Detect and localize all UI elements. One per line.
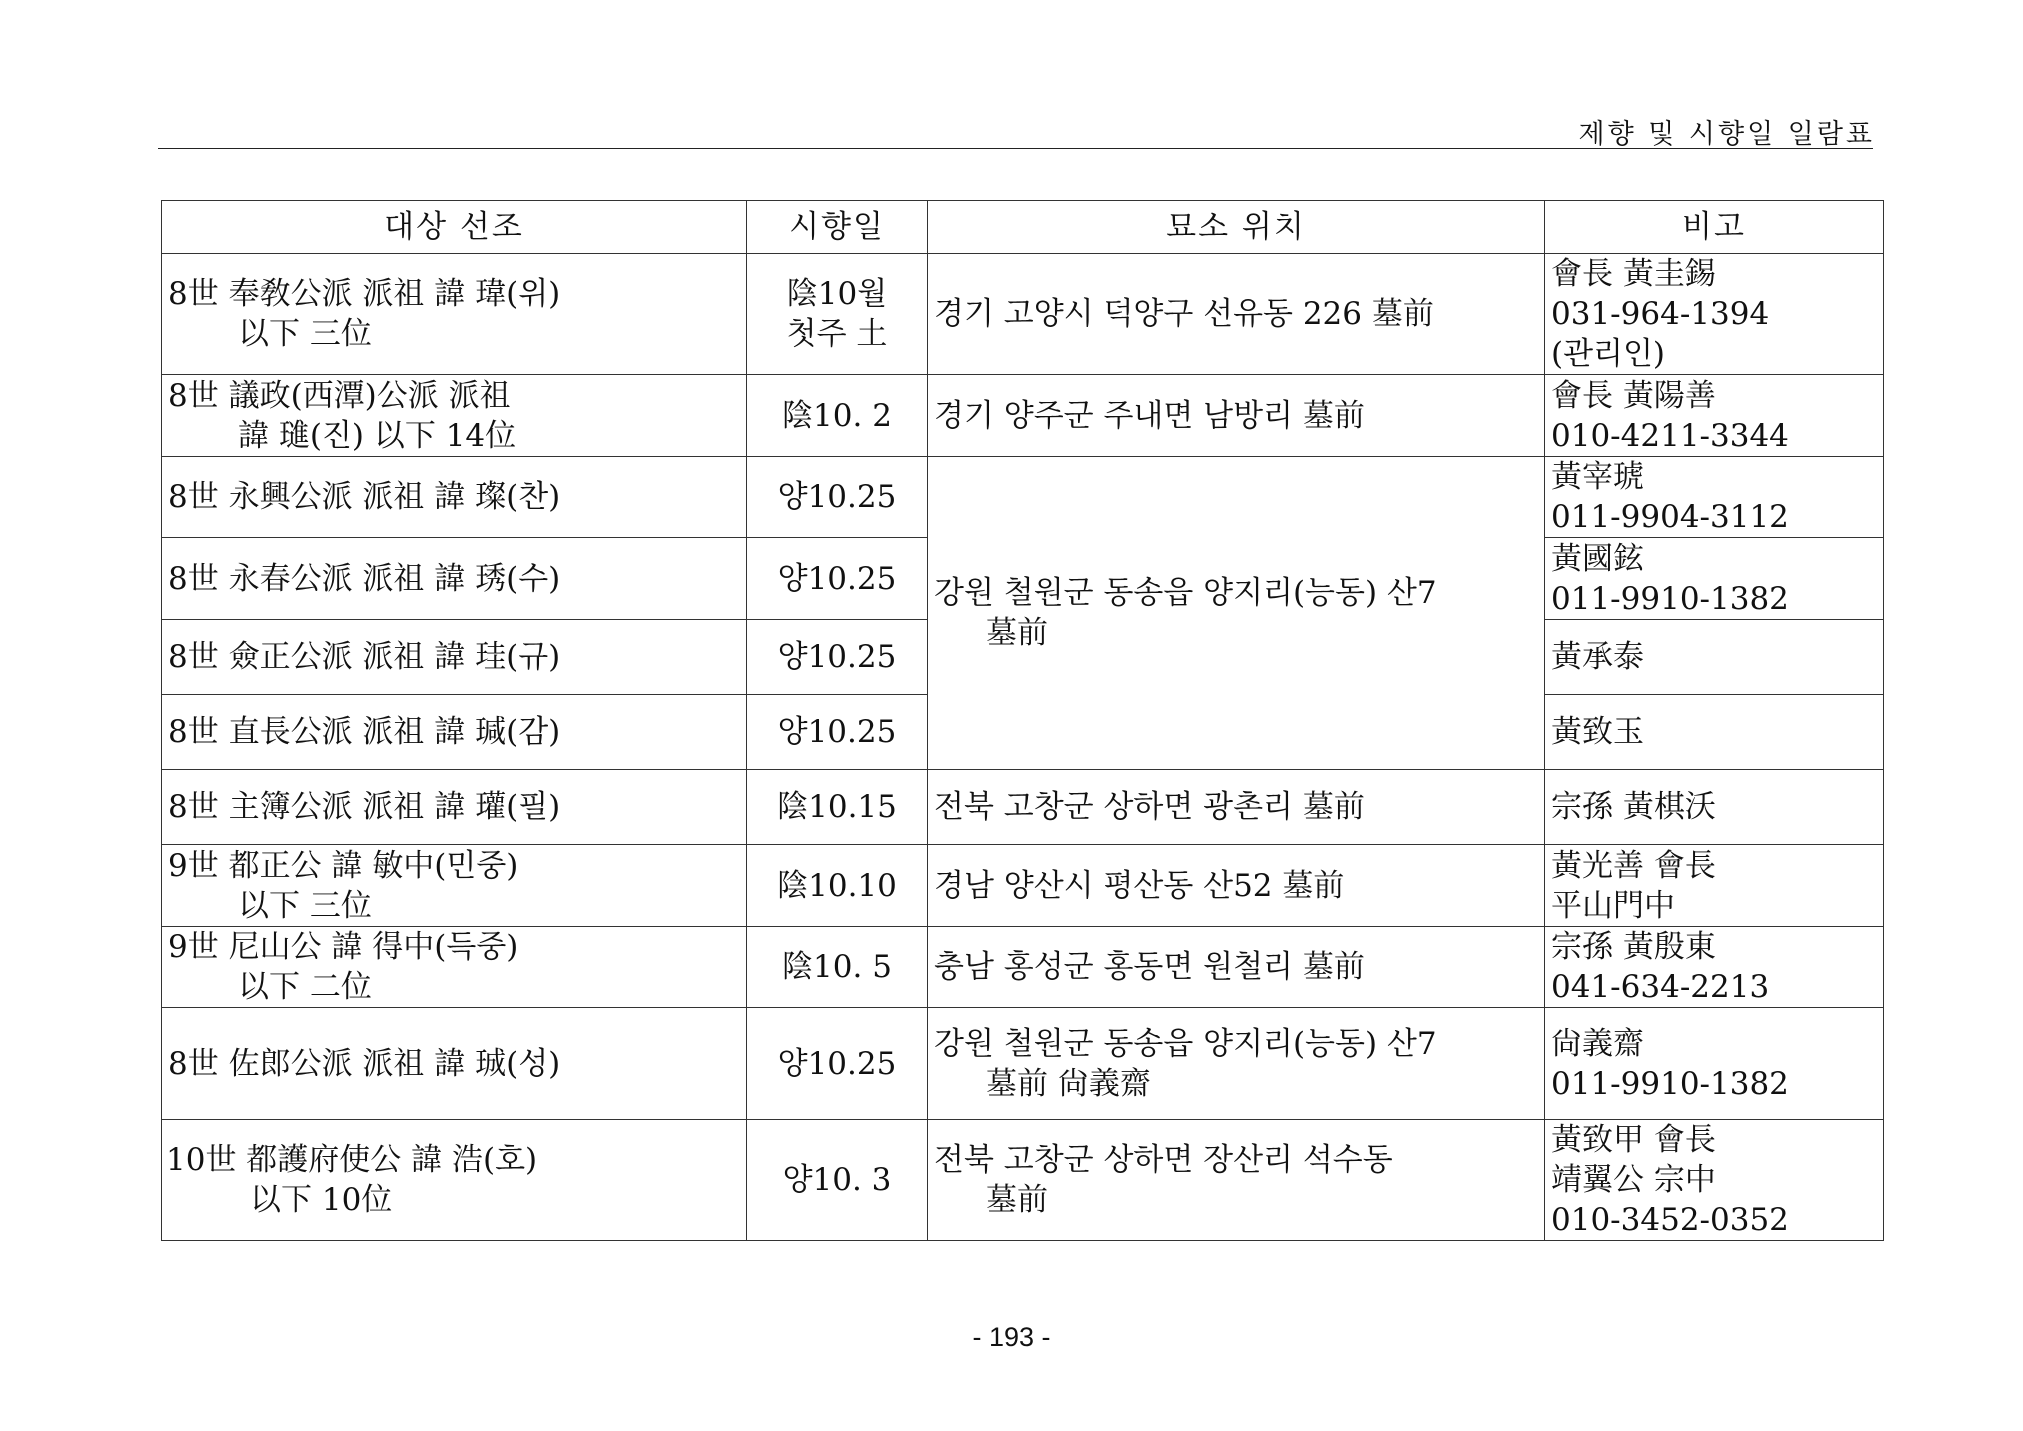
- note-line: 黃承泰: [1551, 639, 1644, 675]
- date-line: 첫주 土: [786, 316, 888, 352]
- ancestor-line: 8世 奉敎公派 派祖 諱 瑋(위): [168, 276, 561, 312]
- location-line: 墓前: [986, 1182, 1048, 1218]
- note-cell: [1545, 770, 1884, 845]
- location-line: 전북 고창군 상하면 장산리 석수동: [934, 1142, 1393, 1178]
- location-cell: [928, 254, 1545, 375]
- ancestor-cell: [162, 1120, 747, 1241]
- date-line: 陰10.10: [777, 867, 897, 904]
- ancestor-cell: [162, 695, 747, 770]
- date-cell: [747, 254, 928, 375]
- note-cell: [1545, 457, 1884, 538]
- page-number: - 193 -: [972, 1322, 1051, 1352]
- note-line: 031-964-1394: [1551, 296, 1770, 332]
- note-cell: [1545, 695, 1884, 770]
- date-line: 陰10월: [786, 276, 888, 312]
- date-cell: [747, 375, 928, 457]
- location-cell: [928, 845, 1545, 927]
- date-cell: [747, 927, 928, 1008]
- table-row: [162, 927, 1884, 1008]
- note-line: 平山門中: [1551, 887, 1675, 924]
- ancestor-line: 以下 10位: [250, 1182, 393, 1218]
- date-line: 양10.25: [777, 639, 897, 675]
- ancestor-line: 10世 都護府使公 諱 浩(호): [166, 1142, 538, 1178]
- date-cell: [747, 457, 928, 538]
- date-cell: [747, 620, 928, 695]
- table-row: [162, 845, 1884, 927]
- note-line: 靖翼公 宗中: [1551, 1162, 1716, 1198]
- date-cell: [747, 770, 928, 845]
- note-line: 黃宰琥: [1551, 459, 1644, 495]
- location-line: 경기 양주군 주내면 남방리 墓前: [934, 397, 1365, 434]
- date-line: 양10.25: [777, 479, 897, 515]
- location-line: 墓前 尙義齋: [986, 1065, 1151, 1102]
- note-line: 011-9910-1382: [1551, 1065, 1789, 1102]
- ancestor-line: 以下 三位: [238, 887, 372, 924]
- column-header-note: 비고: [1545, 201, 1884, 254]
- ancestor-cell: [162, 1008, 747, 1120]
- ancestor-line: 8世 佐郎公派 派祖 諱 珹(성): [168, 1045, 561, 1082]
- date-line: 陰10. 5: [782, 949, 892, 985]
- location-line: 충남 홍성군 홍동면 원철리 墓前: [934, 949, 1365, 985]
- table-row: [162, 770, 1884, 845]
- table-row: [162, 1120, 1884, 1241]
- table-row: [162, 375, 1884, 457]
- location-line: 강원 철원군 동송읍 양지리(능동) 산7: [934, 575, 1437, 611]
- ancestor-cell: [162, 845, 747, 927]
- ancestor-line: 9世 尼山公 諱 得中(득중): [168, 929, 519, 965]
- location-cell: [928, 1120, 1545, 1241]
- ancestor-cell: [162, 538, 747, 620]
- location-cell: [928, 770, 1545, 845]
- date-line: 양10.25: [777, 714, 897, 750]
- running-header: 제향 및 시향일 일람표: [1578, 119, 1875, 150]
- date-cell: [747, 538, 928, 620]
- date-line: 陰10.15: [777, 789, 897, 825]
- ancestor-cell: [162, 770, 747, 845]
- note-cell: [1545, 375, 1884, 457]
- ancestor-line: 8世 僉正公派 派祖 諱 珪(규): [168, 639, 561, 675]
- note-line: 黃致甲 會長: [1551, 1122, 1716, 1158]
- location-line: 경남 양산시 평산동 산52 墓前: [934, 867, 1345, 904]
- table-row: [162, 254, 1884, 375]
- note-cell: [1545, 845, 1884, 927]
- column-header-location: 묘소 위치: [928, 201, 1545, 254]
- note-cell: [1545, 254, 1884, 375]
- table-row: [162, 457, 1884, 538]
- note-cell: [1545, 927, 1884, 1008]
- header-rule: [158, 148, 1873, 149]
- note-line: 黃致玉: [1551, 714, 1644, 750]
- ancestor-line: 8世 議政(西潭)公派 派祖: [168, 377, 511, 414]
- location-line: 전북 고창군 상하면 광촌리 墓前: [934, 789, 1365, 825]
- note-line: 會長 黃圭錫: [1551, 256, 1716, 292]
- table-header-row: [162, 201, 1884, 254]
- location-cell: [928, 1008, 1545, 1120]
- note-line: 010-3452-0352: [1551, 1202, 1789, 1238]
- date-line: 양10. 3: [782, 1162, 892, 1198]
- note-line: 010-4211-3344: [1551, 417, 1789, 454]
- location-cell-merged: [928, 457, 1545, 770]
- date-cell: [747, 1008, 928, 1120]
- ancestor-line: 9世 都正公 諱 敏中(민중): [168, 847, 519, 884]
- note-line: 會長 黃陽善: [1551, 377, 1716, 414]
- ancestor-line: 以下 二位: [238, 969, 372, 1005]
- note-cell: [1545, 1120, 1884, 1241]
- note-cell: [1545, 538, 1884, 620]
- ancestor-cell: [162, 620, 747, 695]
- ancestor-line: 8世 主簿公派 派祖 諱 瓘(필): [168, 789, 561, 825]
- ancestor-line: 8世 永興公派 派祖 諱 璨(찬): [168, 479, 561, 515]
- note-line: 宗孫 黃棋沃: [1551, 789, 1716, 825]
- ancestor-line: 8世 直長公派 派祖 諱 瑊(감): [168, 714, 561, 750]
- location-line: 경기 고양시 덕양구 선유동 226 墓前: [934, 296, 1434, 332]
- ancestor-line: 諱 璡(진) 以下 14位: [238, 417, 517, 454]
- note-line: 尙義齋: [1551, 1025, 1644, 1062]
- ancestor-cell: [162, 927, 747, 1008]
- note-line: 011-9904-3112: [1551, 499, 1789, 535]
- location-cell: [928, 375, 1545, 457]
- note-line: 黃國鉉: [1551, 540, 1644, 577]
- location-cell: [928, 927, 1545, 1008]
- date-cell: [747, 845, 928, 927]
- table-row: [162, 1008, 1884, 1120]
- ancestor-line: 以下 三位: [238, 316, 372, 352]
- note-cell: [1545, 620, 1884, 695]
- date-line: 양10.25: [777, 1045, 897, 1082]
- ancestor-cell: [162, 457, 747, 538]
- note-line: (관리인): [1551, 336, 1666, 372]
- ceremony-schedule-table: [161, 200, 1884, 1241]
- note-line: 黃光善 會長: [1551, 847, 1716, 884]
- location-line: 墓前: [986, 615, 1048, 651]
- date-cell: [747, 695, 928, 770]
- note-line: 041-634-2213: [1551, 969, 1770, 1005]
- date-cell: [747, 1120, 928, 1241]
- ancestor-cell: [162, 254, 747, 375]
- ancestor-line: 8世 永春公派 派祖 諱 琇(수): [168, 560, 561, 597]
- column-header-date: 시향일: [747, 201, 928, 254]
- note-cell: [1545, 1008, 1884, 1120]
- note-line: 宗孫 黃殷東: [1551, 929, 1716, 965]
- note-line: 011-9910-1382: [1551, 580, 1789, 617]
- ancestor-cell: [162, 375, 747, 457]
- date-line: 양10.25: [777, 560, 897, 597]
- column-header-ancestor: 대상 선조: [162, 201, 747, 254]
- location-line: 강원 철원군 동송읍 양지리(능동) 산7: [934, 1025, 1437, 1062]
- date-line: 陰10. 2: [782, 397, 892, 434]
